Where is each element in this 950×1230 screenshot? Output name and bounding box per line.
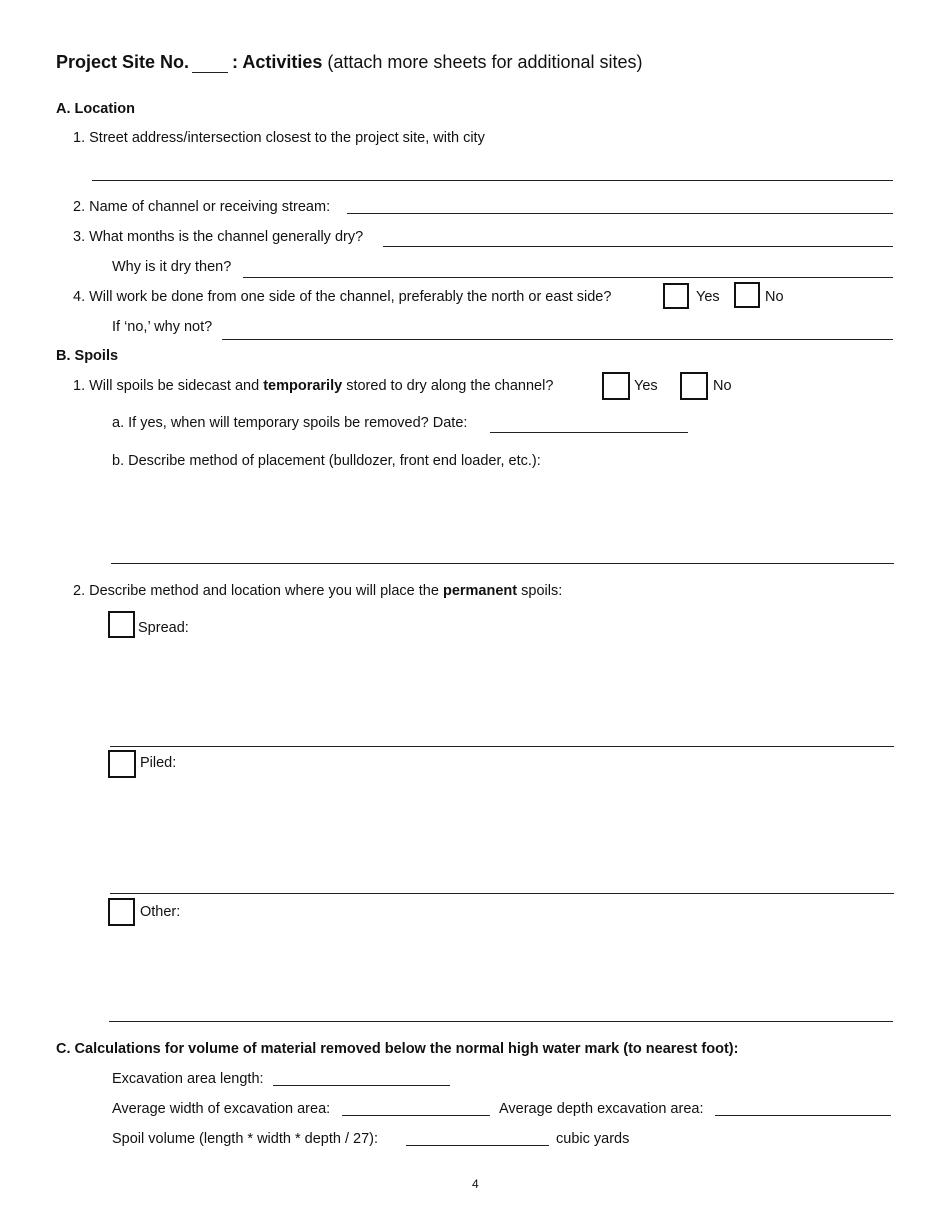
piled-label: Piled: (140, 755, 177, 771)
dry-months-input[interactable] (383, 228, 893, 247)
section-c-heading: C. Calculations for volume of material removed below the normal high water mark (to nearest foot): (56, 1041, 739, 1057)
project-site-number-input[interactable] (192, 54, 228, 73)
spread-label: Spread: (138, 620, 189, 636)
b1-text-2: stored to dry along the channel? (346, 378, 554, 394)
why-not-input[interactable] (222, 321, 893, 340)
b1-yes-label: Yes (634, 378, 658, 394)
b1a-question: a. If yes, when will temporary spoils be removed? Date: (112, 415, 468, 431)
width-input[interactable] (342, 1097, 490, 1116)
spread-checkbox[interactable] (108, 611, 135, 638)
removal-date-input[interactable] (490, 414, 688, 433)
other-textarea[interactable] (109, 931, 893, 1022)
title-prefix: Project Site No. (56, 52, 190, 72)
why-dry-input[interactable] (243, 259, 893, 278)
title-suffix (232, 52, 643, 73)
spread-textarea[interactable] (110, 645, 894, 747)
section-b-heading: B. Spoils (56, 348, 119, 364)
placement-method-textarea[interactable] (111, 478, 894, 564)
volume-input[interactable] (406, 1127, 549, 1146)
a4-no-checkbox[interactable] (734, 282, 760, 308)
depth-label: Average depth excavation area: (499, 1101, 704, 1117)
channel-name-input[interactable] (347, 195, 893, 214)
b2-question (73, 583, 562, 599)
b1-text-bold: temporarily (263, 378, 343, 394)
length-input[interactable] (273, 1067, 450, 1086)
piled-checkbox[interactable] (108, 750, 136, 778)
a4-question: 4. Will work be done from one side of the channel, preferably the north or east side? (73, 289, 612, 305)
volume-unit: cubic yards (556, 1131, 630, 1147)
title-note: (attach more sheets for additional sites) (327, 52, 643, 72)
b1-no-label: No (713, 378, 732, 394)
b1-question (73, 378, 553, 394)
other-label: Other: (140, 904, 181, 920)
b2-text-bold: permanent (442, 583, 518, 599)
b1-text-1: 1. Will spoils be sidecast and (73, 378, 260, 394)
title-activities: : Activities (232, 52, 323, 72)
b2-text-2: spoils: (521, 583, 563, 599)
a4-no-label: No (765, 289, 784, 305)
page-title (56, 52, 189, 73)
piled-textarea[interactable] (110, 784, 894, 894)
b1-no-checkbox[interactable] (680, 372, 708, 400)
b1b-question: b. Describe method of placement (bulldozer, front end loader, etc.): (112, 453, 541, 469)
a4-yes-checkbox[interactable] (663, 283, 689, 309)
street-address-input[interactable] (92, 162, 893, 181)
a4-yes-label: Yes (696, 289, 720, 305)
volume-label: Spoil volume (length * width * depth / 27): (112, 1131, 378, 1147)
depth-input[interactable] (715, 1097, 891, 1116)
length-label: Excavation area length: (112, 1071, 264, 1087)
a4-why-not-label: If ‘no,’ why not? (112, 319, 213, 335)
section-a-heading: A. Location (56, 101, 135, 117)
a2-question: 2. Name of channel or receiving stream: (73, 199, 331, 215)
page-number: 4 (472, 1177, 479, 1191)
a3-why-label: Why is it dry then? (112, 259, 232, 275)
a3-question: 3. What months is the channel generally dry? (73, 229, 364, 245)
other-checkbox[interactable] (108, 898, 135, 926)
width-label: Average width of excavation area: (112, 1101, 331, 1117)
a1-question: 1. Street address/intersection closest to the project site, with city (73, 130, 485, 146)
b2-text-1: 2. Describe method and location where you will place the (73, 583, 439, 599)
b1-yes-checkbox[interactable] (602, 372, 630, 400)
